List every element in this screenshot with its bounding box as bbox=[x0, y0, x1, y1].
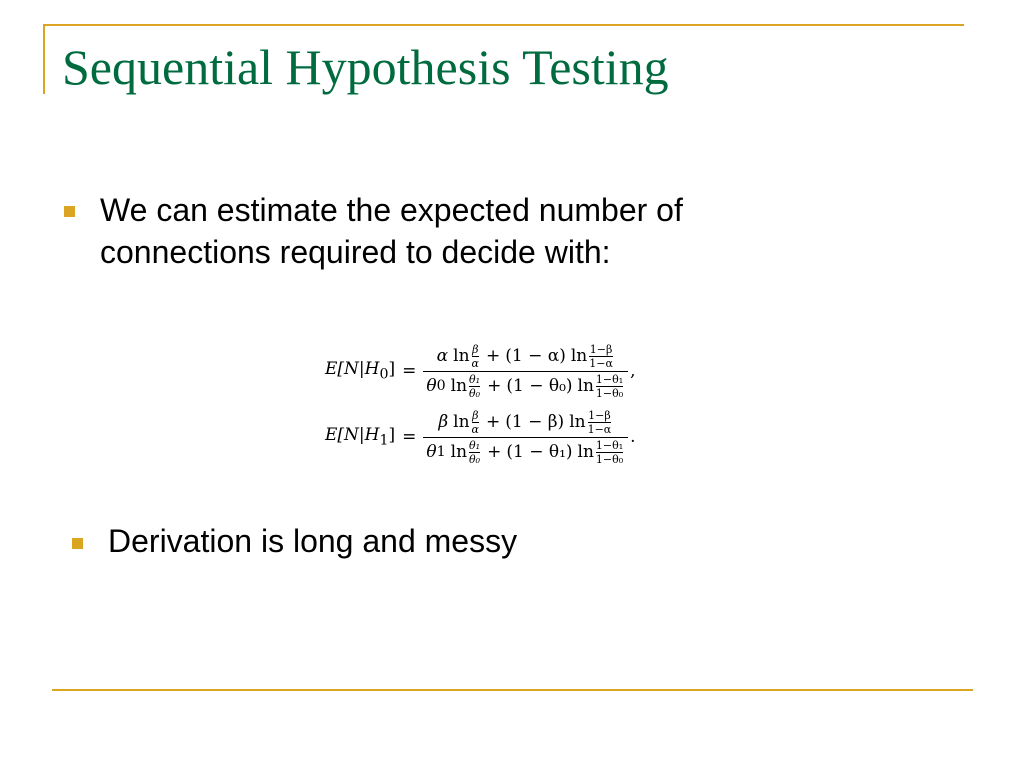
bottom-border-line bbox=[52, 689, 973, 691]
small-fraction: β α bbox=[471, 408, 479, 436]
left-border-line bbox=[43, 24, 45, 94]
small-fraction: 1−β 1−α bbox=[589, 342, 613, 370]
fraction-bar bbox=[423, 371, 628, 372]
numerator: α ln β α + (1 − α) ln 1−β 1−α bbox=[436, 342, 613, 370]
numerator: β ln β α + (1 − β) ln 1−β 1−α bbox=[438, 408, 612, 436]
trailing-comma: , bbox=[630, 361, 636, 381]
small-fraction: β α bbox=[471, 342, 479, 370]
small-fraction: θ₁ θ₀ bbox=[469, 438, 481, 466]
bullet-marker bbox=[72, 538, 83, 549]
trailing-period: . bbox=[630, 427, 636, 447]
small-fraction: 1−θ₁ 1−θ₀ bbox=[595, 372, 624, 400]
formula-block bbox=[325, 338, 636, 470]
top-border-line bbox=[43, 24, 964, 26]
slide-title: Sequential Hypothesis Testing bbox=[62, 39, 669, 95]
equation-lhs: $E[N|H_1]$ bbox=[325, 425, 396, 449]
fraction-bar bbox=[423, 437, 628, 438]
bullet-marker bbox=[64, 206, 75, 217]
equation-h0 bbox=[325, 338, 636, 404]
small-fraction: θ₁ θ₀ bbox=[469, 372, 481, 400]
equation-h1 bbox=[325, 404, 636, 470]
main-fraction bbox=[423, 344, 628, 399]
equation-lhs: $E[N|H_0]$ bbox=[325, 359, 396, 383]
denominator: θ 1 ln θ₁ θ₀ + (1 − θ₁) ln 1−θ₁ 1−θ₀ bbox=[426, 438, 624, 466]
small-fraction: 1−β 1−α bbox=[587, 408, 612, 436]
main-fraction bbox=[423, 410, 628, 465]
equals-sign: = bbox=[402, 361, 417, 381]
equals-sign: = bbox=[402, 427, 417, 447]
bullet-text: We can estimate the expected number of connections required to decide with: bbox=[100, 192, 683, 270]
denominator: θ 0 ln θ₁ θ₀ + (1 − θ₀) ln 1−θ₁ 1−θ₀ bbox=[426, 372, 624, 400]
small-fraction: 1−θ₁ 1−θ₀ bbox=[595, 438, 624, 466]
bullet-text: Derivation is long and messy bbox=[108, 523, 518, 559]
